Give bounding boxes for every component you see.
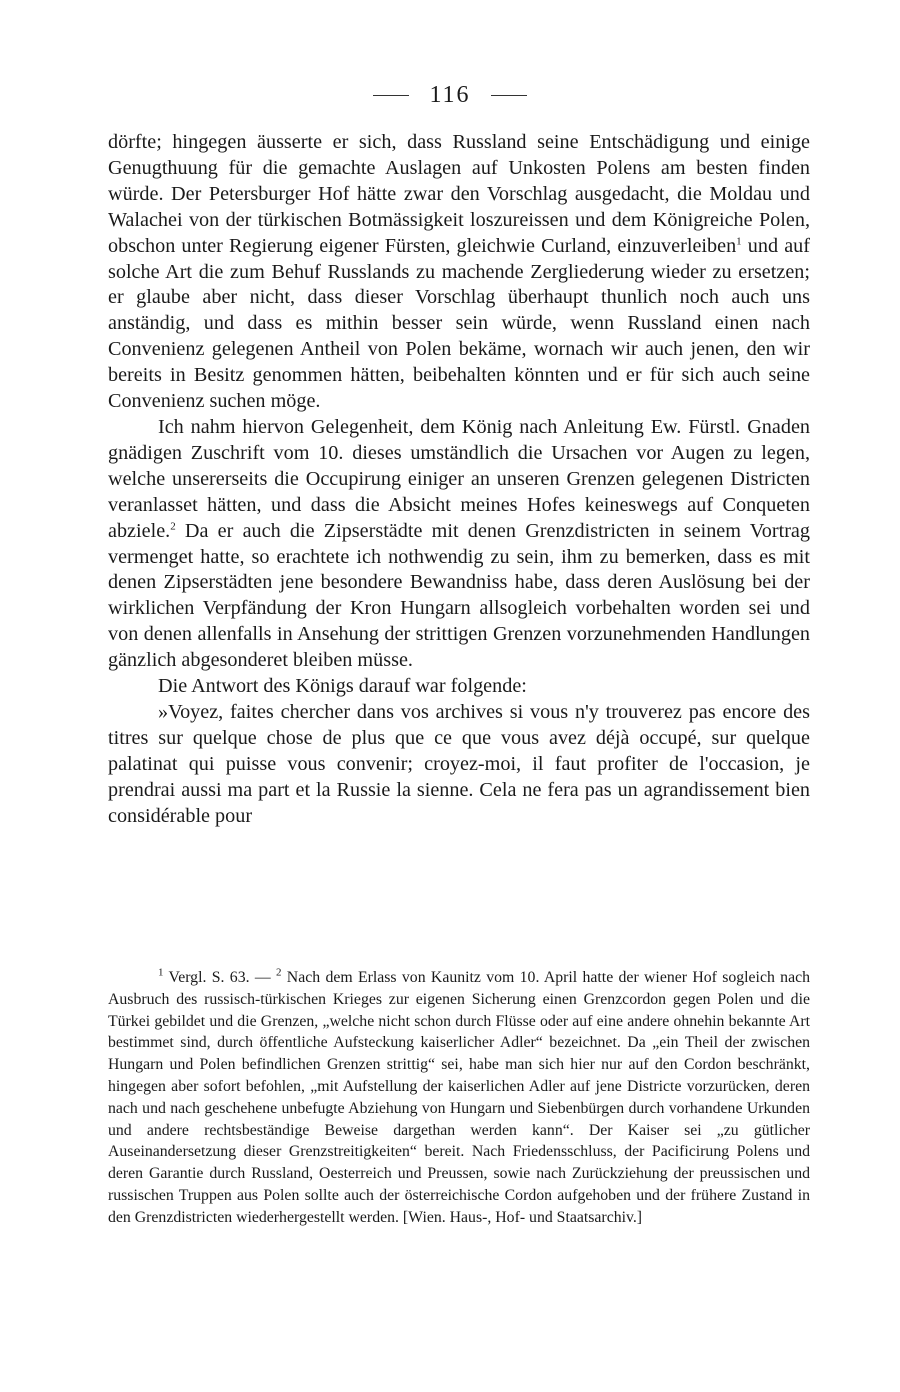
paragraph-2: Ich nahm hiervon Gelegenheit, dem König nach Anleitung Ew. Fürstl. Gnaden gnädigen Zuschrift vom 10. dieses umständlich die Ursachen vor Augen zu legen, welche unsererseits die Occupirung einiger an unseren Grenzen gelegenen Districten veranlasset hätten, und dass die Absicht meines Hofes keineswegs auf Conqueten abziele.$^2$ Da er auch die Zipserstädte mit denen Grenzdistricten in seinem Vortrag vermenget hatte, so erachtete ich nothwendig zu sein, ihm zu bemerken, dass es mit denen Zipserstädten jene besondere Bewandniss habe, dass deren Auslösung bei der wirklichen Verpfändung der Kron Hungarn allsogleich vorbehalten worden sei und von denen allenfalls in Ansehung der strittigen Grenzen vorzunehmenden Handlungen gänzlich abgesonderet bleiben müsse. [108, 415, 810, 672]
paragraph-3: Die Antwort des Königs darauf war folgende: [158, 675, 527, 698]
footnote-marker-2: 2 [275, 966, 282, 979]
footnote-1-text: Vergl. S. 63. — [163, 969, 276, 986]
page-header [0, 82, 900, 109]
footnote-ref-2: 2 [170, 519, 176, 532]
footnote-marker-1: 1 [158, 966, 164, 979]
paragraph-1: dörfte; hingegen äusserte er sich, dass Russland seine Entschädigung und einige Genugthuung für die gemachte Auslagen auf Unkosten Polens am besten finden würde. Der Petersburger Hof hätte zwar den Vorschlag ausgedacht, die Moldau und Walachei von der türkischen Botmässigkeit loszureissen und dem Königreiche Polen, obschon unter Regierung eigener Fürsten, gleichwie Curland, einzuverleiben$^1$ und auf solche Art die zum Behuf Russlands zu machende Zergliederung wieder zu ersetzen; er glaube aber nicht, dass dieser Vorschlag überhaupt thunlich noch auch uns anständig, und dass es mithin besser sein würde, wenn Russland einen nach Convenienz gelegenen Antheil von Polen bekäme, wornach wir auch jenen, den wir bereits in Besitz genommen hätten, beibehalten könnten und er für sich auch seine Convenienz suchen möge. [108, 131, 810, 413]
page-number: 116 [429, 82, 471, 108]
footnotes [108, 967, 810, 1229]
footnote-ref-1: 1 [736, 234, 742, 247]
footnote-2-text: Nach dem Erlass von Kaunitz vom 10. April hatte der wiener Hof sogleich nach Ausbruch des russisch-türkischen Krieges zur eigenen Sicherung einen Grenzcordon gegen Polen und die Türkei gebildet und die Grenzen, „welche nicht schon durch Flüsse oder auf eine andere ohnehin bekannte Art bestimmet sind, durch öffentliche Aufsteckung kaiserlicher Adler“ bezeichnet. Da „ein Theil der zwischen Hungarn und Polen befindlichen Grenzen strittig“ sei, habe man sich hier nur auf den Cordon beschränkt, hingegen aber sofort befohlen, „mit Aufstellung der kaiserlichen Adler auf jene Districte vorzurücken, deren nach und nach geschehene unbefugte Abziehung von Hungarn und Siebenbürgen durch vorhandene Urkunden und andere rechtsbeständige Beweise dargethan werden kann“. Der Kaiser sei „zu gütlicher Auseinandersetzung dieser Grenzstreitigkeiten“ bereit. Nach Friedensschluss, der Pacificirung Polens und deren Garantie durch Russland, Oesterreich und Preussen, sowie nach Zurückziehung der preussischen und russischen Truppen aus Polen sollte auch der österreichische Cordon aufgehoben und der frühere Zustand in den Grenzdistricten wiederhergestellt werden. [Wien. Haus-, Hof- und Staatsarchiv.] [108, 969, 810, 1226]
paragraph-quote: »Voyez, faites chercher dans vos archives si vous n'y trouverez pas encore des titres sur quelque chose de plus que ce que vous avez déjà occupé, sur quelque palatinat qui puisse vous convenir; croyez-moi, il faut profiter de l'occasion, je prendrai aussi ma part et la Russie la sienne. Cela ne fera pas un agrandissement bien considérable pour [108, 700, 810, 827]
header-rule-left [373, 95, 409, 96]
footnote-block [108, 967, 810, 1229]
main-text [108, 130, 810, 829]
header-rule-right [491, 95, 527, 96]
